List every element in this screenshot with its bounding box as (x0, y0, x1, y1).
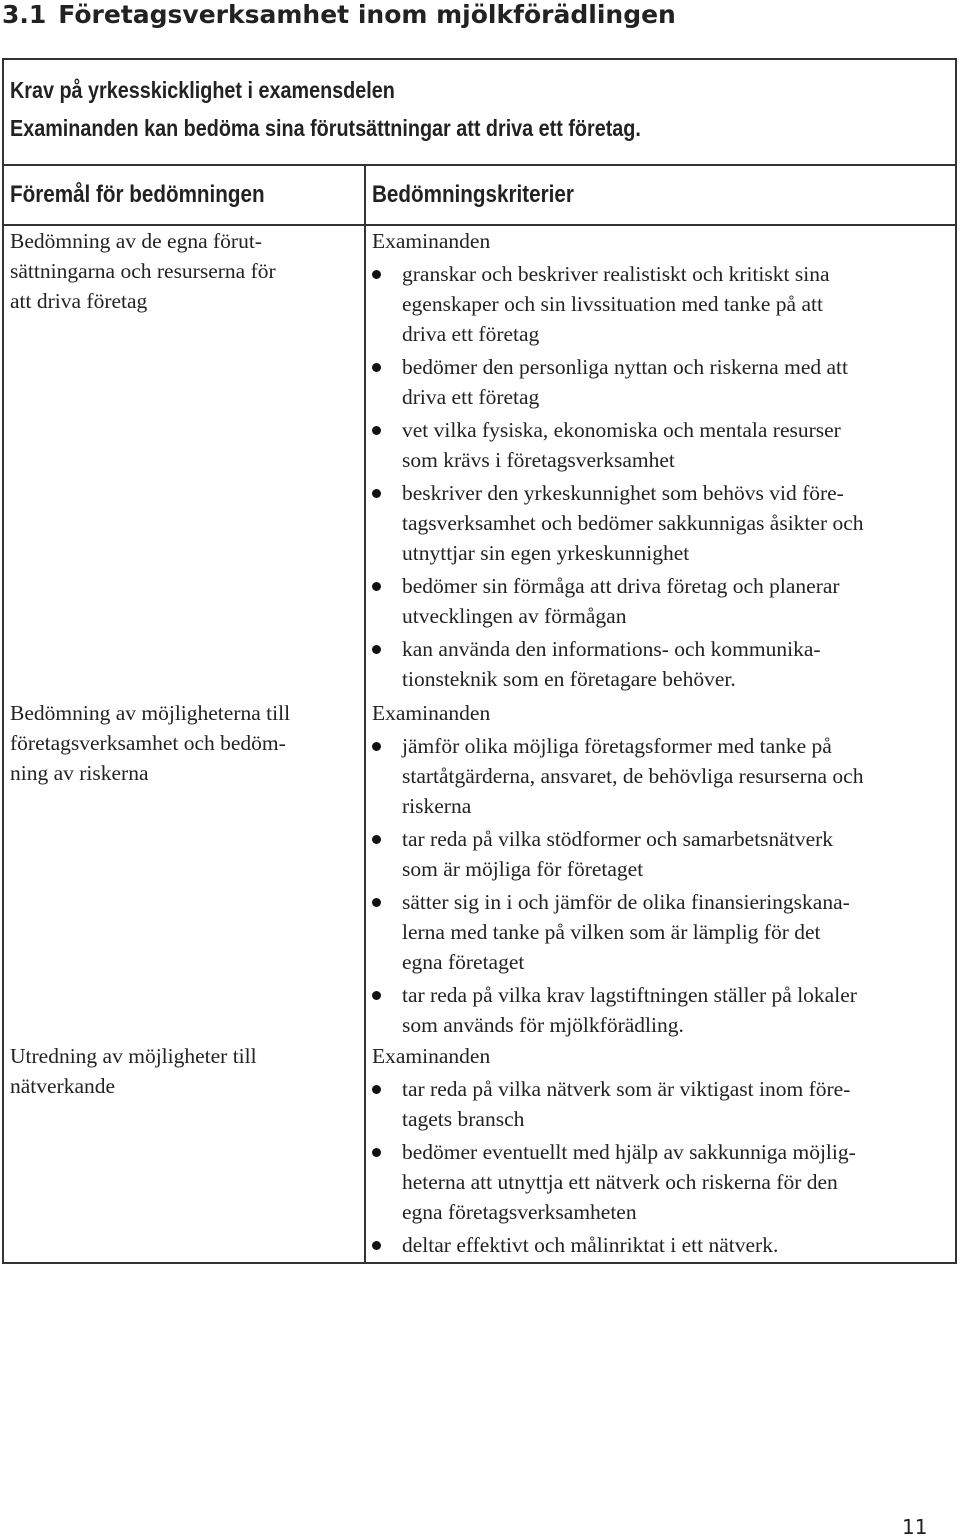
column-divider (364, 166, 366, 1262)
criterion-item (372, 259, 957, 349)
requirements-box (2, 58, 957, 166)
criterion-line: som är möjliga för företaget (402, 857, 644, 881)
bullet-icon (372, 1148, 381, 1157)
requirements-goal: Examinanden kan bedöma sina förutsättningar att driva ett företag. (10, 115, 641, 141)
criterion-line: som används för mjölkförädling. (402, 1013, 684, 1037)
criterion-line: egna företaget (402, 950, 525, 974)
header-objectives: Föremål för bedömningen (10, 181, 265, 208)
criterion-line: tar reda på vilka krav lagstiftningen ställer på lokaler (402, 983, 857, 1007)
criteria-list (372, 1074, 957, 1260)
assessment-table (2, 166, 957, 1264)
criterion-line: startåtgärderna, ansvaret, de behövliga resurserna och (402, 764, 864, 788)
criterion-item (372, 980, 957, 1040)
objective-line: att driva företag (10, 289, 148, 313)
bullet-icon (372, 1085, 381, 1094)
criterion-line: tionsteknik som en företagare behöver. (402, 667, 736, 691)
criterion-line: tar reda på vilka stödformer och samarbetsnätverk (402, 827, 834, 851)
objective-line: Bedömning av möjligheterna till (10, 701, 291, 725)
bullet-icon (372, 363, 381, 372)
criterion-line: driva ett företag (402, 385, 540, 409)
criterion-item (372, 352, 957, 412)
objective-line: ning av riskerna (10, 761, 149, 785)
examinee-label: Examinanden (372, 701, 491, 725)
objective-line: företagsverksamhet och bedöm- (10, 731, 286, 755)
criterion-item (372, 1074, 957, 1134)
criterion-item (372, 1137, 957, 1227)
criterion-line: granskar och beskriver realistiskt och kritiskt sina (402, 262, 830, 286)
criterion-item (372, 478, 957, 568)
bullet-icon (372, 1241, 381, 1250)
bullet-icon (372, 270, 381, 279)
page-number: 11 (902, 1515, 928, 1539)
objective-line: Bedömning av de egna förut- (10, 229, 262, 253)
criterion-item (372, 824, 957, 884)
bullet-icon (372, 489, 381, 498)
criteria-own-resources (372, 226, 957, 694)
objective-line: nätverkande (10, 1074, 116, 1098)
header-criteria: Bedömningskriterier (372, 181, 574, 208)
bullet-icon (372, 991, 381, 1000)
section-heading: Företagsverksamhet inom mjölkförädlingen (58, 0, 676, 29)
criterion-line: riskerna (402, 794, 472, 818)
criterion-line: utvecklingen av förmågan (402, 604, 627, 628)
criterion-line: tagsverksamhet och bedömer sakkunnigas åsikter och (402, 511, 864, 535)
bullet-icon (372, 742, 381, 751)
criteria-business-opportunities (372, 698, 957, 1040)
requirements-heading: Krav på yrkesskicklighet i examensdelen (10, 77, 395, 103)
criterion-line: vet vilka fysiska, ekonomiska och mentala resurser (402, 418, 841, 442)
objective-networking (10, 1041, 355, 1101)
criterion-line: som krävs i företagsverksamhet (402, 448, 675, 472)
objective-line: Utredning av möjligheter till (10, 1044, 257, 1068)
criterion-item (372, 571, 957, 631)
criterion-line: bedömer sin förmåga att driva företag och planerar (402, 574, 840, 598)
criterion-line: bedömer eventuellt med hjälp av sakkunniga möjlig- (402, 1140, 856, 1164)
criterion-line: kan använda den informations- och kommunika- (402, 637, 821, 661)
criterion-line: lerna med tanke på vilken som är lämplig för det (402, 920, 821, 944)
bullet-icon (372, 835, 381, 844)
criterion-item (372, 1230, 957, 1260)
objective-line: sättningarna och resurserna för (10, 259, 276, 283)
bullet-icon (372, 426, 381, 435)
criterion-item (372, 887, 957, 977)
criterion-line: beskriver den yrkeskunnighet som behövs vid före- (402, 481, 844, 505)
criterion-item (372, 731, 957, 821)
bullet-icon (372, 898, 381, 907)
criterion-item (372, 415, 957, 475)
criterion-item (372, 634, 957, 694)
examinee-label: Examinanden (372, 229, 491, 253)
section-number: 3.1 (2, 0, 47, 29)
criterion-line: sätter sig in i och jämför de olika finansieringskana- (402, 890, 850, 914)
criterion-line: bedömer den personliga nyttan och riskerna med att (402, 355, 848, 379)
objective-own-resources (10, 226, 355, 316)
criterion-line: tagets bransch (402, 1107, 525, 1131)
section-title (2, 0, 676, 30)
criterion-line: driva ett företag (402, 322, 540, 346)
criterion-line: jämför olika möjliga företagsformer med tanke på (402, 734, 832, 758)
objective-business-opportunities (10, 698, 355, 788)
bullet-icon (372, 645, 381, 654)
criteria-list (372, 259, 957, 694)
criterion-line: heterna att utnyttja ett nätverk och riskerna för den (402, 1170, 838, 1194)
examinee-label: Examinanden (372, 1044, 491, 1068)
criterion-line: utnyttjar sin egen yrkeskunnighet (402, 541, 690, 565)
criteria-networking (372, 1041, 957, 1260)
criterion-line: tar reda på vilka nätverk som är viktigast inom före- (402, 1077, 851, 1101)
bullet-icon (372, 582, 381, 591)
criterion-line: egenskaper och sin livssituation med tanke på att (402, 292, 823, 316)
criterion-line: deltar effektivt och målinriktat i ett nätverk. (402, 1233, 779, 1257)
criteria-list (372, 731, 957, 1040)
criterion-line: egna företagsverksamheten (402, 1200, 637, 1224)
